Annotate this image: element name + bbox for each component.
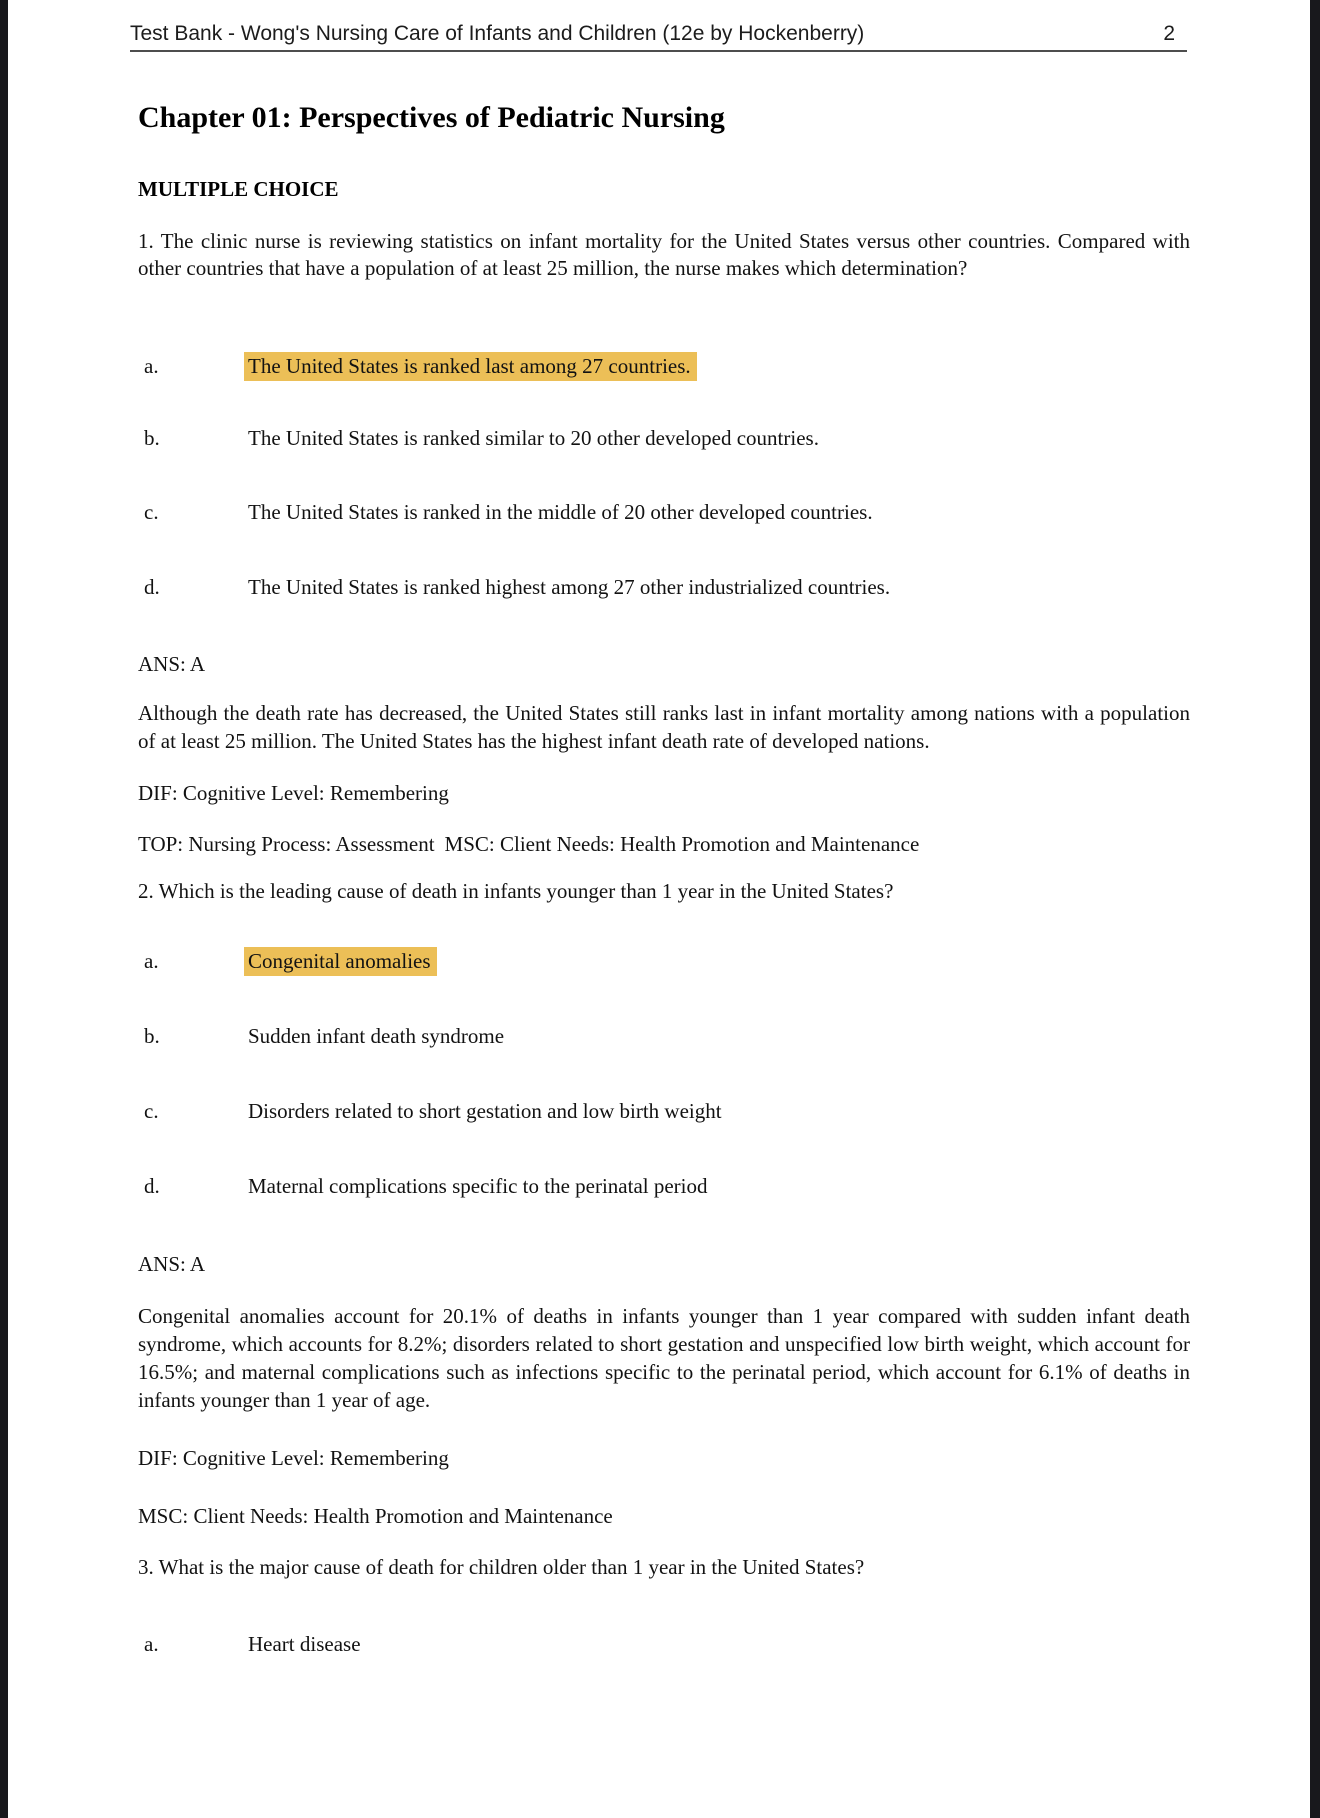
question-3-text — [138, 1554, 1190, 1581]
option-letter: a. — [144, 949, 159, 973]
question-1-top-msc — [138, 830, 919, 858]
question-1-option-c — [138, 498, 1190, 526]
option-letter: c. — [144, 500, 159, 524]
option-letter: d. — [144, 575, 160, 599]
question-2-msc: MSC: Client Needs: Health Promotion and Maintenance — [138, 1504, 613, 1528]
option-letter: a. — [144, 354, 159, 378]
page-number: 2 — [1163, 22, 1175, 45]
option-letter: b. — [144, 1024, 160, 1048]
question-2-option-b — [138, 1022, 1190, 1050]
question-number: 3. — [138, 1555, 154, 1579]
option-letter: b. — [144, 426, 160, 450]
question-1-rationale: Although the death rate has decreased, the United States still ranks last in infant mortality among nations with a population of at least 25 million. The United States has the highest infant death rate of developed nations. — [138, 701, 1190, 753]
question-2-option-c — [138, 1097, 1190, 1125]
question-1-option-a — [138, 352, 1190, 380]
question-2-text — [138, 878, 1190, 905]
option-text: The United States is ranked in the middle of 20 other developed countries. — [248, 500, 873, 524]
right-edge-strip — [1310, 0, 1320, 1818]
question-2-option-d — [138, 1172, 1190, 1200]
option-letter: a. — [144, 1632, 159, 1656]
question-1-answer: ANS: A — [138, 652, 206, 676]
question-2-dif: DIF: Cognitive Level: Remembering — [138, 1446, 449, 1470]
option-text: The United States is ranked similar to 20 other developed countries. — [248, 426, 819, 450]
option-text: The United States is ranked highest among 27 other industrialized countries. — [248, 575, 891, 599]
question-1-text — [138, 228, 1190, 282]
highlighted-answer: The United States is ranked last among 27 countries. — [244, 352, 697, 381]
option-letter: d. — [144, 1174, 160, 1198]
option-text — [248, 947, 1190, 975]
question-2-answer: ANS: A — [138, 1252, 206, 1276]
option-text: Maternal complications specific to the perinatal period — [248, 1174, 708, 1198]
question-stem: What is the major cause of death for children older than 1 year in the United States? — [158, 1555, 865, 1579]
question-3-option-a — [138, 1630, 1190, 1658]
question-stem: The clinic nurse is reviewing statistics on infant mortality for the United States versus other countries. Compared with other countries that have a population of at least 25 million, the nurse makes which determination? — [138, 229, 1191, 280]
option-text: Disorders related to short gestation and low birth weight — [248, 1099, 722, 1123]
question-2-rationale: Congenital anomalies account for 20.1% of deaths in infants younger than 1 year compared with sudden infant death syndrome, which accounts for 8.2%; disorders related to short gestation and unspecified low birth weight, which account for 16.5%; and maternal complications such as infections specific to the perinatal period, which account for 6.1% of deaths in infants younger than 1 year of age. — [138, 1304, 1190, 1412]
top-label: TOP: Nursing Process: Assessment — [138, 832, 435, 856]
question-1-option-d — [138, 573, 1190, 601]
chapter-title: Chapter 01: Perspectives of Pediatric Nursing — [138, 101, 725, 134]
question-number: 2. — [138, 879, 154, 903]
option-text — [248, 352, 1190, 380]
running-header — [130, 20, 1187, 52]
header-title: Test Bank - Wong's Nursing Care of Infants and Children (12e by Hockenberry) — [130, 22, 865, 45]
msc-label: MSC: Client Needs: Health Promotion and Maintenance — [444, 832, 920, 856]
question-1-option-b — [138, 424, 1190, 452]
option-letter: c. — [144, 1099, 159, 1123]
section-heading: MULTIPLE CHOICE — [138, 177, 339, 201]
option-text: Sudden infant death syndrome — [248, 1024, 505, 1048]
question-2-option-a — [138, 947, 1190, 975]
question-stem: Which is the leading cause of death in infants younger than 1 year in the United States? — [158, 879, 894, 903]
question-number: 1. — [138, 229, 154, 253]
option-text: Heart disease — [248, 1632, 361, 1656]
left-edge-strip — [0, 0, 8, 1818]
highlighted-answer: Congenital anomalies — [244, 947, 437, 976]
question-1-dif: DIF: Cognitive Level: Remembering — [138, 781, 449, 805]
